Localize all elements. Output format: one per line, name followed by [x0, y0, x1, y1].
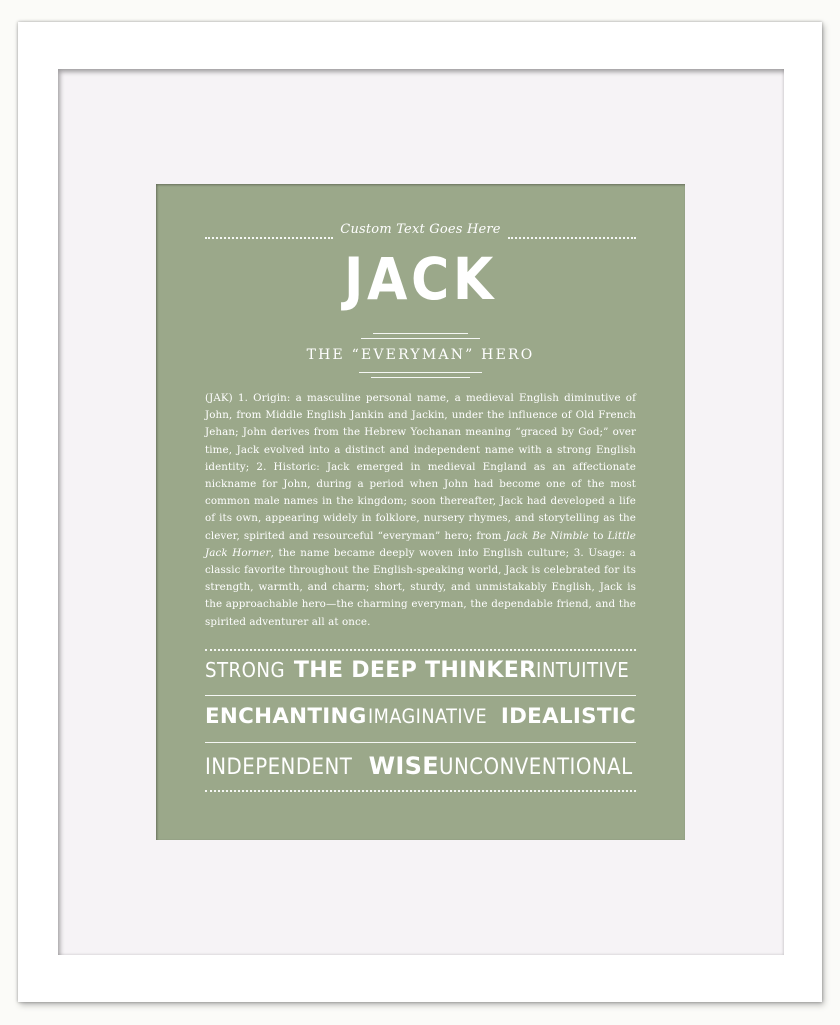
trait-word: IMAGINATIVE [367, 705, 487, 728]
traits-top-dotted-rule [205, 649, 636, 651]
name-print [156, 184, 685, 840]
trait-row-1 [205, 658, 636, 683]
traits-bottom-dotted-rule [205, 790, 636, 792]
name-underline-2 [361, 338, 480, 339]
trait-word: ENCHANTING [205, 704, 367, 729]
name-underline-1 [373, 333, 468, 334]
name-title: JACK [344, 245, 497, 313]
trait-divider-1 [205, 695, 636, 696]
top-left-dotted-rule [205, 237, 333, 239]
definition-italic-2: Little Jack Horner [205, 529, 636, 559]
custom-text: Custom Text Goes Here [340, 222, 501, 237]
definition-text-2: to [588, 529, 608, 542]
definition-text-3: , the name became deeply woven into English culture; 3. Usage: a classic favorite throughout the English-speaking world, Jack is celebrated for its strength, warmth, and charm; short, sturdy, and unmistakably English, Jack is the approachable hero—the charming everyman, the dependable friend, and the spirited adventurer all at once. [205, 546, 636, 628]
trait-word: STRONG [205, 658, 285, 682]
trait-word: INTUITIVE [536, 658, 630, 682]
trait-word: THE DEEP THINKER [293, 658, 537, 683]
definition-italic-1: Jack Be Nimble [505, 529, 589, 542]
trait-divider-2 [205, 742, 636, 743]
subtitle-underline-2 [371, 377, 470, 378]
trait-word: IDEALISTIC [500, 704, 636, 729]
trait-row-2 [205, 704, 636, 729]
name-definition [205, 390, 636, 631]
trait-word: UNCONVENTIONAL [438, 755, 633, 780]
trait-row-3 [205, 752, 636, 780]
trait-word: WISE [368, 752, 439, 780]
top-right-dotted-rule [508, 237, 636, 239]
definition-text-1: (JAK) 1. Origin: a masculine personal name, a medieval English diminutive of John, from Middle English Jankin and Jackin, under the influence of Old French Jehan; John derives from the Hebrew Yochanan meaning “graced by God;” over time, Jack evolved into a distinct and independent name with a strong English identity; 2. Historic: Jack emerged in medieval England as an affectionate nickname for John, during a period when John had become one of the most common male names in the kingdom; soon thereafter, Jack had developed a life of its own, appearing widely in folklore, nursery rhymes, and storytelling as the clever, spirited and resourceful “everyman” hero; from [205, 392, 636, 542]
subtitle-underline-1 [359, 372, 482, 373]
trait-word: INDEPENDENT [205, 755, 353, 780]
name-subtitle: THE “EVERYMAN” HERO [306, 347, 535, 363]
